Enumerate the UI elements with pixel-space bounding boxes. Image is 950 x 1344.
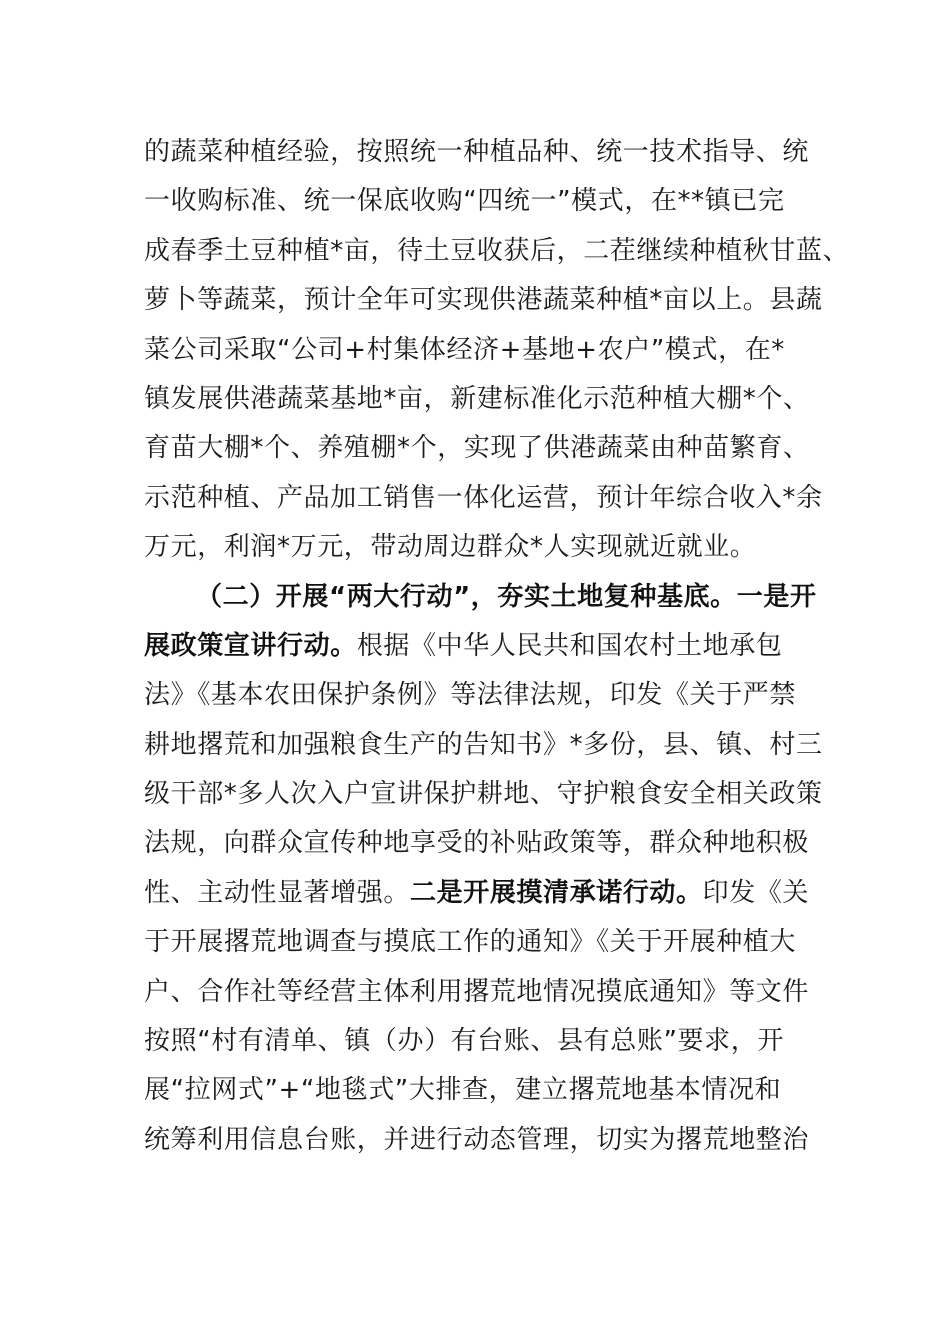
text-segment: 成春季土豆种植*亩，待土豆收获后，二茬继续种植秋甘蓝、 <box>144 235 850 266</box>
text-line <box>144 1116 816 1165</box>
text-line <box>144 573 816 622</box>
text-segment: 级干部*多人次入户宣讲保护耕地、守护粮食安全相关政策 <box>144 779 823 810</box>
text-line <box>144 523 816 572</box>
text-segment: 一收购标准、统一保底收购“四统一”模式，在**镇已完 <box>144 186 785 217</box>
text-line <box>144 721 823 770</box>
text-line <box>144 326 816 375</box>
text-line <box>144 375 816 424</box>
text-segment: 于开展撂荒地调查与摸底工作的通知》《关于开展种植大 <box>144 927 797 958</box>
text-line <box>144 1066 816 1115</box>
text-segment: 萝卜等蔬菜，预计全年可实现供港蔬菜种植*亩以上。县蔬 <box>144 285 823 316</box>
text-segment: 统筹利用信息台账，并进行动态管理，切实为撂荒地整治 <box>144 1124 810 1155</box>
text-segment: 法》《基本农田保护条例》等法律法规，印发《关于严禁 <box>144 680 797 711</box>
text-line <box>144 128 816 177</box>
text-segment: 育苗大棚*个、养殖棚*个，实现了供港蔬菜由种苗繁育、 <box>144 433 810 464</box>
text-line <box>144 770 823 819</box>
text-line <box>144 474 823 523</box>
text-segment: 展“拉网式”+“地毯式”大排查，建立撂荒地基本情况和 <box>144 1075 782 1106</box>
text-line <box>144 968 816 1017</box>
text-segment: 万元，利润*万元，带动周边群众*人实现就近就业。 <box>144 532 757 563</box>
text-segment: 性、主动性显著增强。 <box>144 877 411 908</box>
text-segment: 示范种植、产品加工销售一体化运营，预计年综合收入*余 <box>144 482 823 513</box>
text-line <box>144 819 816 868</box>
text-segment: 耕地撂荒和加强粮食生产的告知书》*多份，县、镇、村三 <box>144 729 823 760</box>
text-segment: 镇发展供港蔬菜基地*亩，新建标准化示范种植大棚*个、 <box>144 383 810 414</box>
text-line <box>144 671 816 720</box>
text-line <box>144 276 823 325</box>
text-segment: 的蔬菜种植经验，按照统一种植品种、统一技术指导、统 <box>144 137 810 167</box>
text-segment: 菜公司采取“公司+村集体经济+基地+农户”模式，在* <box>144 334 785 365</box>
text-segment: 户、合作社等经营主体利用撂荒地情况摸底通知》等文件 <box>144 976 810 1007</box>
text-line <box>144 1017 816 1066</box>
text-line <box>144 177 816 226</box>
text-line <box>144 918 816 967</box>
bold-text-segment: 展政策宣讲行动。 <box>144 630 357 661</box>
text-line <box>144 622 816 671</box>
text-line <box>144 424 816 473</box>
text-segment: 按照“村有清单、镇（办）有台账、县有总账”要求，开 <box>144 1026 784 1057</box>
body-text <box>144 128 850 1165</box>
text-segment: 印发《关 <box>702 877 810 908</box>
bold-text-segment: 二是开展摸清承诺行动。 <box>410 877 703 908</box>
text-segment: 法规，向群众宣传种地享受的补贴政策等，群众种地积极 <box>144 828 810 859</box>
text-line <box>144 869 816 918</box>
text-segment: 根据《中华人民共和国农村土地承包 <box>356 630 783 661</box>
bold-text-segment: （二）开展“两大行动”，夯实土地复种基底。一是开 <box>196 581 817 612</box>
text-line <box>144 227 850 276</box>
